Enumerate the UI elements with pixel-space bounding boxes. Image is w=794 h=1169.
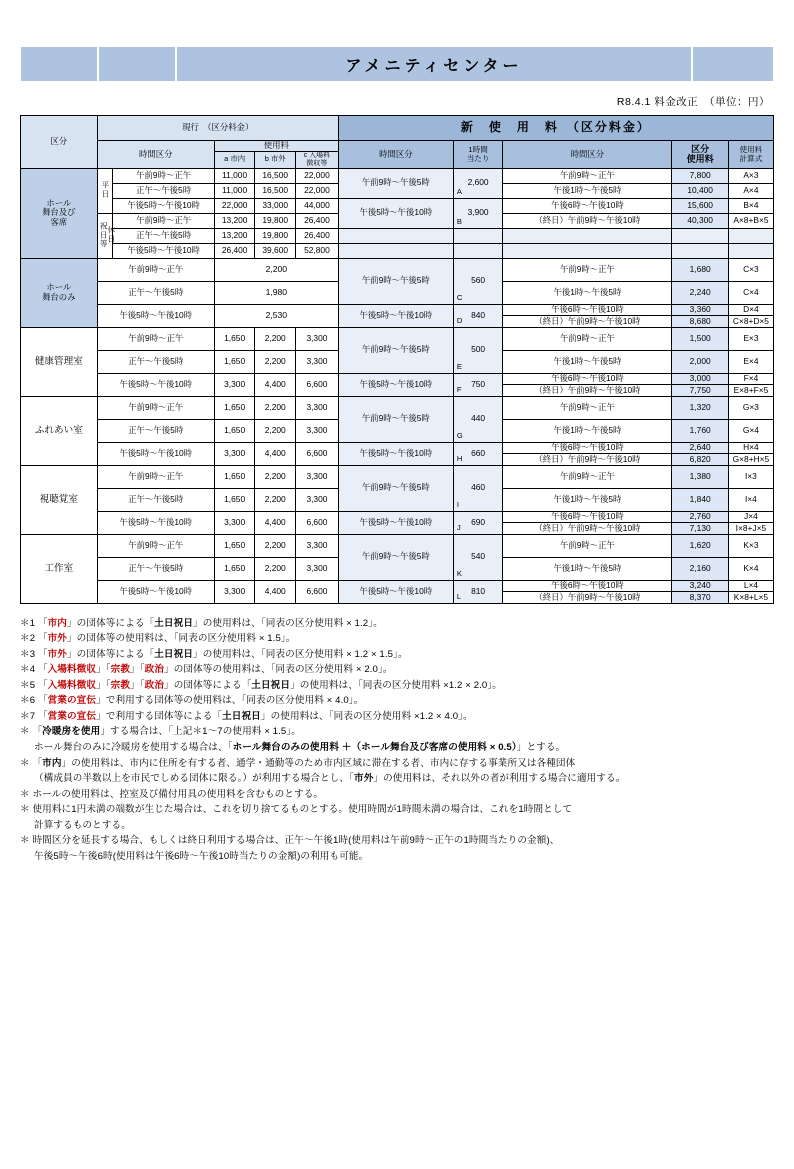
- note-8: ＊ 「冷暖房を使用」する場合は、「上記＊1～7の使用料 × 1.5」。: [20, 726, 301, 738]
- revision-note: R8.4.1 料金改正 （単位：円）: [616, 96, 770, 108]
- new-calc: K×4: [728, 557, 773, 580]
- header-kubun: 区分: [21, 116, 98, 169]
- note-12-line-1: ＊ 時間区分を延長する場合、もしくは終日利用する場合は、正午～午後1時(使用料は午前9時～正午の1時間当たりの金額)、: [20, 835, 560, 847]
- new-time: （終日）午前9時～午後10時: [503, 523, 672, 535]
- new-block-per-hour: 660 H: [453, 442, 503, 465]
- old-fee-merged: 1,980: [214, 281, 338, 304]
- new-block-time: 午後5時～午後10時: [338, 304, 453, 327]
- old-fee-c: 26,400: [296, 228, 339, 243]
- old-fee-b: 2,200: [255, 396, 296, 419]
- old-fee-c: 3,300: [296, 327, 339, 350]
- note-9-line-2: （構成員の半数以上を市民でしめる団体に限る。）が利用する場合とし、「市外」の使用料は、それ以外の者が利用する場合に適用する。: [34, 773, 626, 785]
- old-time: 午後5時～午後10時: [113, 243, 214, 258]
- new-time: 午後1時～午後5時: [503, 350, 672, 373]
- new-price: 6,820: [672, 454, 728, 466]
- old-fee-b: 2,200: [255, 557, 296, 580]
- header-time-division: 時間区分: [97, 141, 214, 169]
- old-fee-b: 16,500: [255, 183, 296, 198]
- new-calc: E×4: [728, 350, 773, 373]
- new-calc: F×4: [728, 373, 773, 385]
- new-block-time: 午前9時～午後5時: [338, 258, 453, 304]
- old-fee-c: 3,300: [296, 557, 339, 580]
- table-row: [21, 373, 774, 385]
- row-label-hall-stage-seats: ホール 舞台及び 客席: [21, 168, 98, 258]
- new-block-filler: [453, 243, 503, 258]
- old-fee-b: 2,200: [255, 488, 296, 511]
- note-9-line-1: ＊ 「市内」の使用料は、市内に住所を有する者、通学・通勤等のため市内区域に滞在する者、市内に存する事業所又は各種団体: [20, 757, 576, 769]
- new-time: 午前9時～正午: [503, 396, 672, 419]
- table-row: [21, 442, 774, 454]
- new-time: （終日）午前9時～午後10時: [503, 592, 672, 604]
- new-block-filler: [728, 228, 773, 243]
- new-block-per-hour: 460 I: [453, 465, 503, 511]
- new-calc: K×8+L×5: [728, 592, 773, 604]
- new-block-time: 午後5時～午後10時: [338, 198, 453, 228]
- new-calc: G×3: [728, 396, 773, 419]
- new-calc: A×8+B×5: [728, 213, 773, 228]
- new-price: 7,750: [672, 385, 728, 397]
- row-label-av-room: 視聴覚室: [21, 465, 98, 534]
- new-calc: D×4: [728, 304, 773, 316]
- old-fee-c: 6,600: [296, 373, 339, 396]
- title-banner: [20, 46, 774, 82]
- new-price: 8,370: [672, 592, 728, 604]
- new-block-per-hour: 440 G: [453, 396, 503, 442]
- new-block-time: 午前9時～午後5時: [338, 168, 453, 198]
- note-1: ＊1 「市内」の団体等による「土日祝日」の使用料は、「同表の区分使用料 × 1.2」。: [20, 617, 383, 629]
- old-fee-b: 2,200: [255, 350, 296, 373]
- old-fee-a: 1,650: [214, 465, 255, 488]
- new-calc: L×4: [728, 580, 773, 592]
- table-row: [21, 228, 774, 243]
- old-time: 正午～午後5時: [97, 488, 214, 511]
- new-block-per-hour: 810 L: [453, 580, 503, 603]
- header-new-time-division: 時間区分: [338, 141, 453, 169]
- new-calc: I×8+J×5: [728, 523, 773, 535]
- header-new: 新 使 用 料 （区分料金）: [338, 116, 773, 141]
- old-fee-a: 1,650: [214, 350, 255, 373]
- new-block-filler: [338, 228, 453, 243]
- new-time: 午後1時～午後5時: [503, 183, 672, 198]
- old-fee-b: 19,800: [255, 228, 296, 243]
- new-calc: C×4: [728, 281, 773, 304]
- new-block-filler: [672, 243, 728, 258]
- new-price: 3,360: [672, 304, 728, 316]
- note-3: ＊3 「市外」の団体等による「土日祝日」の使用料は、「同表の区分使用料 × 1.2 × 1.5」。: [20, 648, 408, 660]
- note-7: ＊7 「営業の宣伝」で利用する団体等による「土日祝日」の使用料は、「同表の区分使用料 ×1.2 × 4.0」。: [20, 710, 473, 722]
- old-fee-a: 13,200: [214, 213, 255, 228]
- new-time: 午後1時～午後5時: [503, 557, 672, 580]
- old-fee-a: 11,000: [214, 168, 255, 183]
- new-price: 1,760: [672, 419, 728, 442]
- new-price: 2,000: [672, 350, 728, 373]
- new-block-filler: [728, 243, 773, 258]
- new-calc: B×4: [728, 198, 773, 213]
- new-time: 午後1時～午後5時: [503, 419, 672, 442]
- row-label-craft-room: 工作室: [21, 534, 98, 603]
- old-fee-b: 2,200: [255, 327, 296, 350]
- page-title: アメニティセンター: [176, 46, 692, 82]
- header-col-c: c 入場料 徴収等: [296, 151, 339, 168]
- note-2: ＊2 「市外」の団体等の使用料は、「同表の区分使用料 × 1.5」。: [20, 633, 296, 645]
- note-10: ＊ ホールの使用料は、控室及び備付用具の使用料を含むものとする。: [20, 788, 324, 800]
- new-price: 1,500: [672, 327, 728, 350]
- new-block-time: 午前9時～午後5時: [338, 534, 453, 580]
- old-time: 午前9時～正午: [97, 327, 214, 350]
- old-fee-b: 16,500: [255, 168, 296, 183]
- table-row: [21, 396, 774, 419]
- new-block-time: 午後5時～午後10時: [338, 580, 453, 603]
- new-calc: H×4: [728, 442, 773, 454]
- new-time: 午前9時～正午: [503, 258, 672, 281]
- new-calc: A×3: [728, 168, 773, 183]
- old-fee-a: 1,650: [214, 557, 255, 580]
- new-time: 午後6時～午後10時: [503, 442, 672, 454]
- new-block-per-hour: 690 J: [453, 511, 503, 534]
- old-time: 午後5時～午後10時: [97, 304, 214, 327]
- table-row: [21, 168, 774, 183]
- old-fee-a: 1,650: [214, 488, 255, 511]
- old-fee-merged: 2,200: [214, 258, 338, 281]
- old-time: 午後5時～午後10時: [97, 580, 214, 603]
- new-price: 2,760: [672, 511, 728, 523]
- new-calc: E×3: [728, 327, 773, 350]
- old-fee-a: 1,650: [214, 419, 255, 442]
- note-11-line-2: 計算するものとする。: [34, 819, 131, 831]
- new-block-filler: [453, 228, 503, 243]
- new-price: 1,680: [672, 258, 728, 281]
- new-price: 8,680: [672, 316, 728, 328]
- new-price: 7,800: [672, 168, 728, 183]
- table-row: [21, 534, 774, 557]
- old-time: 正午～午後5時: [97, 281, 214, 304]
- new-block-time: 午後5時～午後10時: [338, 373, 453, 396]
- new-time: 午前9時～正午: [503, 327, 672, 350]
- new-price: 3,240: [672, 580, 728, 592]
- old-fee-c: 52,800: [296, 243, 339, 258]
- old-time: 正午～午後5時: [97, 419, 214, 442]
- new-calc: A×4: [728, 183, 773, 198]
- new-block-filler: [338, 243, 453, 258]
- header-calc: 使用料 計算式: [728, 141, 773, 169]
- new-time: （終日）午前9時～午後10時: [503, 385, 672, 397]
- new-block-per-hour: 560 C: [453, 258, 503, 304]
- old-fee-a: 1,650: [214, 534, 255, 557]
- new-time: 午後6時～午後10時: [503, 304, 672, 316]
- new-calc: J×4: [728, 511, 773, 523]
- table-row: [21, 243, 774, 258]
- new-block-time: 午前9時～午後5時: [338, 327, 453, 373]
- new-calc: G×4: [728, 419, 773, 442]
- row-label-fureai-room: ふれあい室: [21, 396, 98, 465]
- old-time: 午前9時～正午: [97, 396, 214, 419]
- table-row: [21, 465, 774, 488]
- old-fee-c: 6,600: [296, 580, 339, 603]
- row-label-health-room: 健康管理室: [21, 327, 98, 396]
- new-calc: E×8+F×5: [728, 385, 773, 397]
- new-price: 2,160: [672, 557, 728, 580]
- old-fee-a: 3,300: [214, 580, 255, 603]
- old-fee-a: 11,000: [214, 183, 255, 198]
- old-time: 午前9時～正午: [97, 465, 214, 488]
- new-time: 午前9時～正午: [503, 465, 672, 488]
- old-fee-merged: 2,530: [214, 304, 338, 327]
- fee-table: [20, 115, 774, 604]
- new-block-time: 午後5時～午後10時: [338, 442, 453, 465]
- new-block-per-hour: 540 K: [453, 534, 503, 580]
- old-fee-c: 6,600: [296, 442, 339, 465]
- new-price: 3,000: [672, 373, 728, 385]
- note-12-line-2: 午後5時～午後6時(使用料は午後6時～午後10時当たりの金額)の利用も可能。: [34, 850, 369, 862]
- header-current: 現行 （区分料金）: [97, 116, 338, 141]
- table-row: [21, 580, 774, 592]
- new-calc: C×8+D×5: [728, 316, 773, 328]
- old-time: 午前9時～正午: [113, 168, 214, 183]
- old-fee-a: 1,650: [214, 327, 255, 350]
- header-usage-fee: 使用料: [214, 141, 338, 152]
- title-decor-right: [692, 46, 774, 82]
- old-fee-b: 33,000: [255, 198, 296, 213]
- old-fee-b: 2,200: [255, 465, 296, 488]
- old-fee-b: 19,800: [255, 213, 296, 228]
- new-time: （終日）午前9時～午後10時: [503, 316, 672, 328]
- row-label-hall-stage-only: ホール 舞台のみ: [21, 258, 98, 327]
- title-decor-left-1: [20, 46, 98, 82]
- new-block-filler: [672, 228, 728, 243]
- old-fee-a: 13,200: [214, 228, 255, 243]
- old-time: 午前9時～正午: [97, 534, 214, 557]
- new-price: 7,130: [672, 523, 728, 535]
- header-col-b: b 市外: [255, 151, 296, 168]
- header-kubun-usage-fee: 区分 使用料: [672, 141, 728, 169]
- old-time: 午後5時～午後10時: [97, 511, 214, 534]
- new-block-time: 午前9時～午後5時: [338, 465, 453, 511]
- new-time: （終日）午前9時～午後10時: [503, 213, 672, 228]
- new-calc: I×4: [728, 488, 773, 511]
- new-calc: I×3: [728, 465, 773, 488]
- new-price: 1,620: [672, 534, 728, 557]
- old-fee-c: 22,000: [296, 168, 339, 183]
- new-time: 午前9時～正午: [503, 168, 672, 183]
- old-fee-a: 1,650: [214, 396, 255, 419]
- new-calc: G×8+H×5: [728, 454, 773, 466]
- new-time: （終日）午前9時～午後10時: [503, 454, 672, 466]
- new-block-per-hour: 500 E: [453, 327, 503, 373]
- header-per-hour: 1時間 当たり: [453, 141, 503, 169]
- new-price: 1,840: [672, 488, 728, 511]
- old-fee-c: 44,000: [296, 198, 339, 213]
- old-time: 正午～午後5時: [113, 228, 214, 243]
- old-fee-b: 2,200: [255, 419, 296, 442]
- old-fee-a: 26,400: [214, 243, 255, 258]
- old-time: 正午～午後5時: [113, 183, 214, 198]
- new-price: 1,320: [672, 396, 728, 419]
- new-block-filler: [503, 243, 672, 258]
- new-time: 午前9時～正午: [503, 534, 672, 557]
- new-price: 15,600: [672, 198, 728, 213]
- old-time: 午前9時～正午: [97, 258, 214, 281]
- old-time: 正午～午後5時: [97, 557, 214, 580]
- old-fee-a: 3,300: [214, 373, 255, 396]
- old-fee-b: 4,400: [255, 373, 296, 396]
- old-fee-c: 3,300: [296, 396, 339, 419]
- new-block-filler: [503, 228, 672, 243]
- new-block-per-hour: 2,600 A: [453, 168, 503, 198]
- new-block-per-hour: 3,900 B: [453, 198, 503, 228]
- note-11-line-1: ＊ 使用料に1円未満の端数が生じた場合は、これを切り捨てるものとする。使用時間が1時間未満の場合は、これを1時間として: [20, 804, 573, 816]
- title-decor-left-2: [98, 46, 176, 82]
- table-header-row-1: [21, 116, 774, 141]
- new-calc: K×3: [728, 534, 773, 557]
- new-block-time: 午後5時～午後10時: [338, 511, 453, 534]
- old-fee-c: 3,300: [296, 350, 339, 373]
- header-new-time-division-2: 時間区分: [503, 141, 672, 169]
- old-fee-b: 4,400: [255, 442, 296, 465]
- old-fee-c: 26,400: [296, 213, 339, 228]
- table-header-row-2: [21, 141, 774, 152]
- note-4: ＊4 「入場料徴収」「宗教」「政治」の団体等の使用料は、「同表の区分使用料 × 2.0」。: [20, 664, 393, 676]
- table-row: [21, 258, 774, 281]
- new-time: 午後6時～午後10時: [503, 198, 672, 213]
- old-time: 午前9時～正午: [113, 213, 214, 228]
- table-row: [21, 304, 774, 316]
- weekday-label: 平日: [97, 168, 113, 213]
- old-time: 午後5時～午後10時: [97, 442, 214, 465]
- new-price: 10,400: [672, 183, 728, 198]
- new-price: 2,640: [672, 442, 728, 454]
- new-time: 午後6時～午後10時: [503, 373, 672, 385]
- old-fee-a: 3,300: [214, 511, 255, 534]
- old-fee-b: 39,600: [255, 243, 296, 258]
- table-row: [21, 327, 774, 350]
- old-fee-a: 22,000: [214, 198, 255, 213]
- new-time: 午後6時～午後10時: [503, 511, 672, 523]
- old-fee-c: 6,600: [296, 511, 339, 534]
- old-time: 正午～午後5時: [97, 350, 214, 373]
- new-time: 午後1時～午後5時: [503, 488, 672, 511]
- table-row: [21, 511, 774, 523]
- old-time: 午後5時～午後10時: [113, 198, 214, 213]
- old-fee-a: 3,300: [214, 442, 255, 465]
- new-time: 午後1時～午後5時: [503, 281, 672, 304]
- table-row: [21, 198, 774, 213]
- new-time: 午後6時～午後10時: [503, 580, 672, 592]
- old-fee-c: 3,300: [296, 488, 339, 511]
- header-col-a: a 市内: [214, 151, 255, 168]
- note-6: ＊6 「営業の宣伝」で利用する団体等の使用料は、「同表の区分使用料 × 4.0」。: [20, 695, 364, 707]
- old-fee-b: 4,400: [255, 511, 296, 534]
- holiday-label: 休日 祝日等: [97, 213, 113, 258]
- old-fee-c: 3,300: [296, 465, 339, 488]
- new-price: 40,300: [672, 213, 728, 228]
- new-block-per-hour: 750 F: [453, 373, 503, 396]
- old-fee-c: 3,300: [296, 419, 339, 442]
- old-fee-c: 22,000: [296, 183, 339, 198]
- note-8-sub: ホール舞台のみに冷暖房を使用する場合は、「ホール舞台のみの使用料 ＋（ホール舞台及び客席の使用料 × 0.5）」とする。: [34, 742, 566, 753]
- old-fee-b: 4,400: [255, 580, 296, 603]
- old-fee-c: 3,300: [296, 534, 339, 557]
- new-block-per-hour: 840 D: [453, 304, 503, 327]
- old-fee-b: 2,200: [255, 534, 296, 557]
- new-calc: C×3: [728, 258, 773, 281]
- new-price: 2,240: [672, 281, 728, 304]
- note-5: ＊5 「入場料徴収」「宗教」「政治」の団体等による「土日祝日」の使用料は、「同表の区分使用料 ×1.2 × 2.0」。: [20, 679, 502, 691]
- notes-section: [20, 616, 774, 865]
- new-price: 1,380: [672, 465, 728, 488]
- document-page: [0, 46, 794, 1169]
- new-block-time: 午前9時～午後5時: [338, 396, 453, 442]
- old-time: 午後5時～午後10時: [97, 373, 214, 396]
